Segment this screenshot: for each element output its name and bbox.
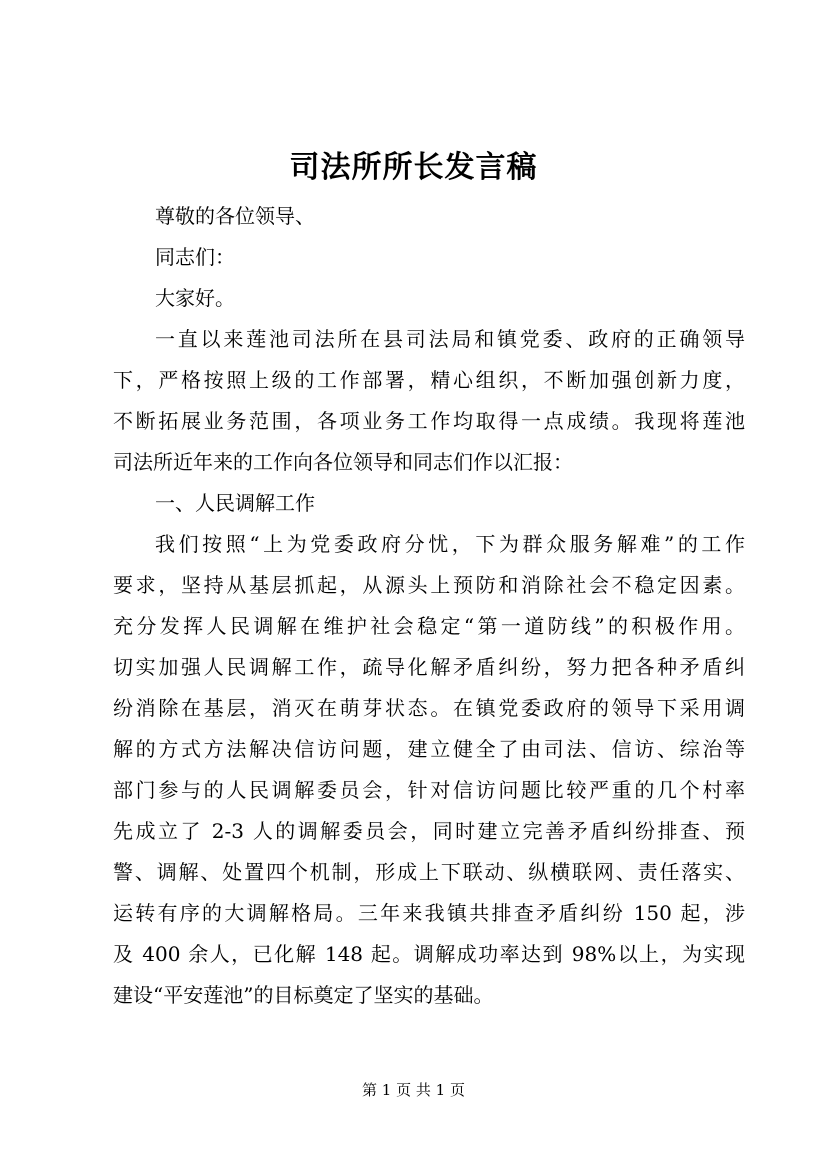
paragraph-line: 纷消除在基层，消灭在萌芽状态。在镇党委政府的领导下采用调 [113, 696, 745, 720]
section-heading: 一、人民调解工作 [155, 491, 315, 515]
document-body [113, 196, 745, 1016]
paragraph-line: 一直以来莲池司法所在县司法局和镇党委、政府的正确领导 [155, 327, 745, 351]
paragraph-line: 不断拓展业务范围，各项业务工作均取得一点成绩。我现将莲池 [113, 409, 745, 433]
paragraph-line: 先成立了 2-3 人的调解委员会，同时建立完善矛盾纠纷排查、预 [113, 819, 745, 843]
paragraph-line: 切实加强人民调解工作，疏导化解矛盾纠纷，努力把各种矛盾纠 [113, 655, 745, 679]
paragraph-line: 解的方式方法解决信访问题，建立健全了由司法、信访、综治等 [113, 737, 745, 761]
salutation-line: 同志们： [155, 245, 235, 269]
paragraph-line: 充分发挥人民调解在维护社会稳定“第一道防线”的积极作用。 [113, 614, 745, 638]
page-footer: 第 1 页 共 1 页 [362, 1081, 465, 1099]
document-title: 司法所所长发言稿 [289, 150, 538, 185]
paragraph-line: 及 400 余人，已化解 148 起。调解成功率达到 98%以上，为实现 [113, 942, 745, 966]
greeting-line: 大家好。 [155, 286, 235, 310]
paragraph-line: 部门参与的人民调解委员会，针对信访问题比较严重的几个村率 [113, 778, 745, 802]
paragraph-line: 下，严格按照上级的工作部署，精心组织，不断加强创新力度， [113, 368, 745, 392]
paragraph-line: 司法所近年来的工作向各位领导和同志们作以汇报： [113, 450, 573, 474]
paragraph-line: 警、调解、处置四个机制，形成上下联动、纵横联网、责任落实、 [113, 860, 745, 884]
paragraph-line: 运转有序的大调解格局。三年来我镇共排查矛盾纠纷 150 起，涉 [113, 901, 745, 925]
salutation-line: 尊敬的各位领导、 [155, 204, 315, 228]
paragraph-line: 建设“平安莲池”的目标奠定了坚实的基础。 [113, 983, 494, 1007]
paragraph-line: 要求，坚持从基层抓起，从源头上预防和消除社会不稳定因素。 [113, 573, 745, 597]
paragraph-line: 我们按照“上为党委政府分忧，下为群众服务解难”的工作 [155, 532, 745, 556]
